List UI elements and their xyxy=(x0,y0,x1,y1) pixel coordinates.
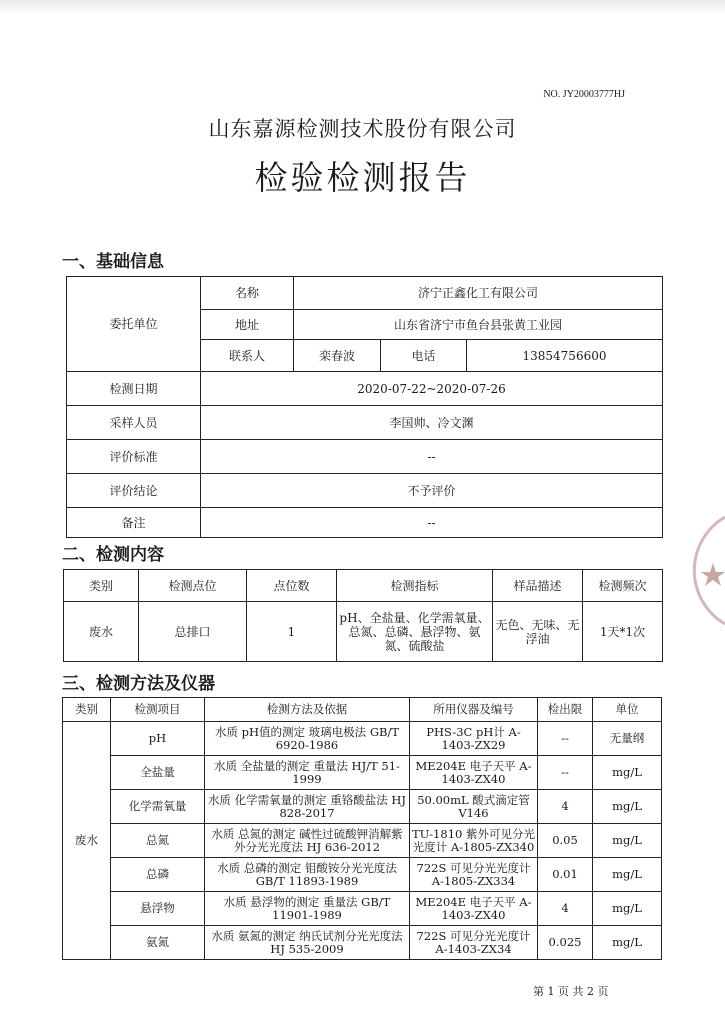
method-limit: 0.025 xyxy=(538,926,593,960)
standard-value: -- xyxy=(201,440,663,474)
standard-label: 评价标准 xyxy=(67,440,201,474)
method-header-category: 类别 xyxy=(63,698,111,722)
method-instrument: TU-1810 紫外可见分光光度计 A-1805-ZX340 xyxy=(410,824,538,858)
method-item: 氨氮 xyxy=(111,926,205,960)
method-item: 全盐量 xyxy=(111,756,205,790)
table-row xyxy=(63,892,662,926)
row-point-count: 1 xyxy=(247,602,337,662)
method-unit: mg/L xyxy=(593,926,662,960)
method-instrument: ME204E 电子天平 A-1403-ZX40 xyxy=(410,756,538,790)
row-indicators: pH、全盐量、化学需氧量、总氮、总磷、悬浮物、氨氮、硫酸盐 xyxy=(337,602,493,662)
section1-heading: 一、基础信息 xyxy=(62,252,164,272)
table-row xyxy=(63,756,662,790)
method-category: 废水 xyxy=(63,722,111,960)
conclusion-label: 评价结论 xyxy=(67,474,201,508)
method-basis: 水质 总氮的测定 碱性过硫酸钾消解紫外分光光度法 HJ 636-2012 xyxy=(205,824,410,858)
name-label: 名称 xyxy=(201,277,294,310)
method-limit: 0.01 xyxy=(538,858,593,892)
date-value: 2020-07-22~2020-07-26 xyxy=(201,372,663,406)
method-item: 悬浮物 xyxy=(111,892,205,926)
table-row xyxy=(63,722,662,756)
page-footer: 第 1 页 共 2 页 xyxy=(533,985,609,998)
contact-label: 联系人 xyxy=(201,340,294,372)
phone-label: 电话 xyxy=(381,340,467,372)
section2-heading: 二、检测内容 xyxy=(62,545,164,565)
method-header-limit: 检出限 xyxy=(538,698,593,722)
method-basis: 水质 氨氮的测定 纳氏试剂分光光度法 HJ 535-2009 xyxy=(205,926,410,960)
basic-info-table xyxy=(66,276,663,538)
header-point: 检测点位 xyxy=(139,570,247,602)
remark-label: 备注 xyxy=(67,508,201,538)
scan-edge xyxy=(0,0,725,14)
table-row xyxy=(63,926,662,960)
seal-stamp-icon xyxy=(691,513,725,628)
method-limit: 4 xyxy=(538,790,593,824)
name-value: 济宁正鑫化工有限公司 xyxy=(294,277,663,310)
header-sample-desc: 样品描述 xyxy=(493,570,583,602)
method-instrument: 722S 可见分光光度计 A-1805-ZX334 xyxy=(410,858,538,892)
method-item: pH xyxy=(111,722,205,756)
table-row xyxy=(63,824,662,858)
remark-value: -- xyxy=(201,508,663,538)
table-row xyxy=(63,858,662,892)
contact-value: 栾春波 xyxy=(294,340,381,372)
client-label: 委托单位 xyxy=(67,277,201,372)
row-frequency: 1天*1次 xyxy=(583,602,663,662)
header-indicators: 检测指标 xyxy=(337,570,493,602)
method-unit: mg/L xyxy=(593,824,662,858)
method-item: 总磷 xyxy=(111,858,205,892)
sampler-label: 采样人员 xyxy=(67,406,201,440)
method-item: 化学需氧量 xyxy=(111,790,205,824)
method-basis: 水质 化学需氧量的测定 重铬酸盐法 HJ 828-2017 xyxy=(205,790,410,824)
method-unit: 无量纲 xyxy=(593,722,662,756)
method-limit: 0.05 xyxy=(538,824,593,858)
header-frequency: 检测频次 xyxy=(583,570,663,602)
sampler-value: 李国帅、冷文渊 xyxy=(201,406,663,440)
method-unit: mg/L xyxy=(593,756,662,790)
method-unit: mg/L xyxy=(593,892,662,926)
method-instrument: PHS-3C pH计 A-1403-ZX29 xyxy=(410,722,538,756)
document-number: NO. JY20003777HJ xyxy=(543,89,625,100)
date-label: 检测日期 xyxy=(67,372,201,406)
header-category: 类别 xyxy=(64,570,139,602)
report-title: 检验检测报告 xyxy=(254,158,471,197)
method-instrument: 50.00mL 酸式滴定管 V146 xyxy=(410,790,538,824)
address-value: 山东省济宁市鱼台县张黄工业园 xyxy=(294,310,663,340)
method-limit: -- xyxy=(538,756,593,790)
method-basis: 水质 悬浮物的测定 重量法 GB/T 11901-1989 xyxy=(205,892,410,926)
method-table xyxy=(62,697,662,960)
method-header-item: 检测项目 xyxy=(111,698,205,722)
test-content-table xyxy=(63,569,663,662)
header-point-count: 点位数 xyxy=(247,570,337,602)
method-header-unit: 单位 xyxy=(593,698,662,722)
address-label: 地址 xyxy=(201,310,294,340)
method-basis: 水质 总磷的测定 钼酸铵分光光度法 GB/T 11893-1989 xyxy=(205,858,410,892)
conclusion-value: 不予评价 xyxy=(201,474,663,508)
row-sample-desc: 无色、无味、无浮油 xyxy=(493,602,583,662)
method-unit: mg/L xyxy=(593,790,662,824)
method-basis: 水质 pH值的测定 玻璃电极法 GB/T 6920-1986 xyxy=(205,722,410,756)
method-basis: 水质 全盐量的测定 重量法 HJ/T 51-1999 xyxy=(205,756,410,790)
row-point: 总排口 xyxy=(139,602,247,662)
table-row xyxy=(63,790,662,824)
phone-value: 13854756600 xyxy=(467,340,663,372)
company-name: 山东嘉源检测技术股份有限公司 xyxy=(208,117,517,141)
row-category: 废水 xyxy=(64,602,139,662)
method-header-method: 检测方法及依据 xyxy=(205,698,410,722)
method-limit: 4 xyxy=(538,892,593,926)
method-limit: -- xyxy=(538,722,593,756)
method-instrument: ME204E 电子天平 A-1403-ZX40 xyxy=(410,892,538,926)
method-header-instrument: 所用仪器及编号 xyxy=(410,698,538,722)
method-unit: mg/L xyxy=(593,858,662,892)
method-instrument: 722S 可见分光光度计 A-1403-ZX34 xyxy=(410,926,538,960)
method-item: 总氮 xyxy=(111,824,205,858)
section3-heading: 三、检测方法及仪器 xyxy=(62,674,215,694)
